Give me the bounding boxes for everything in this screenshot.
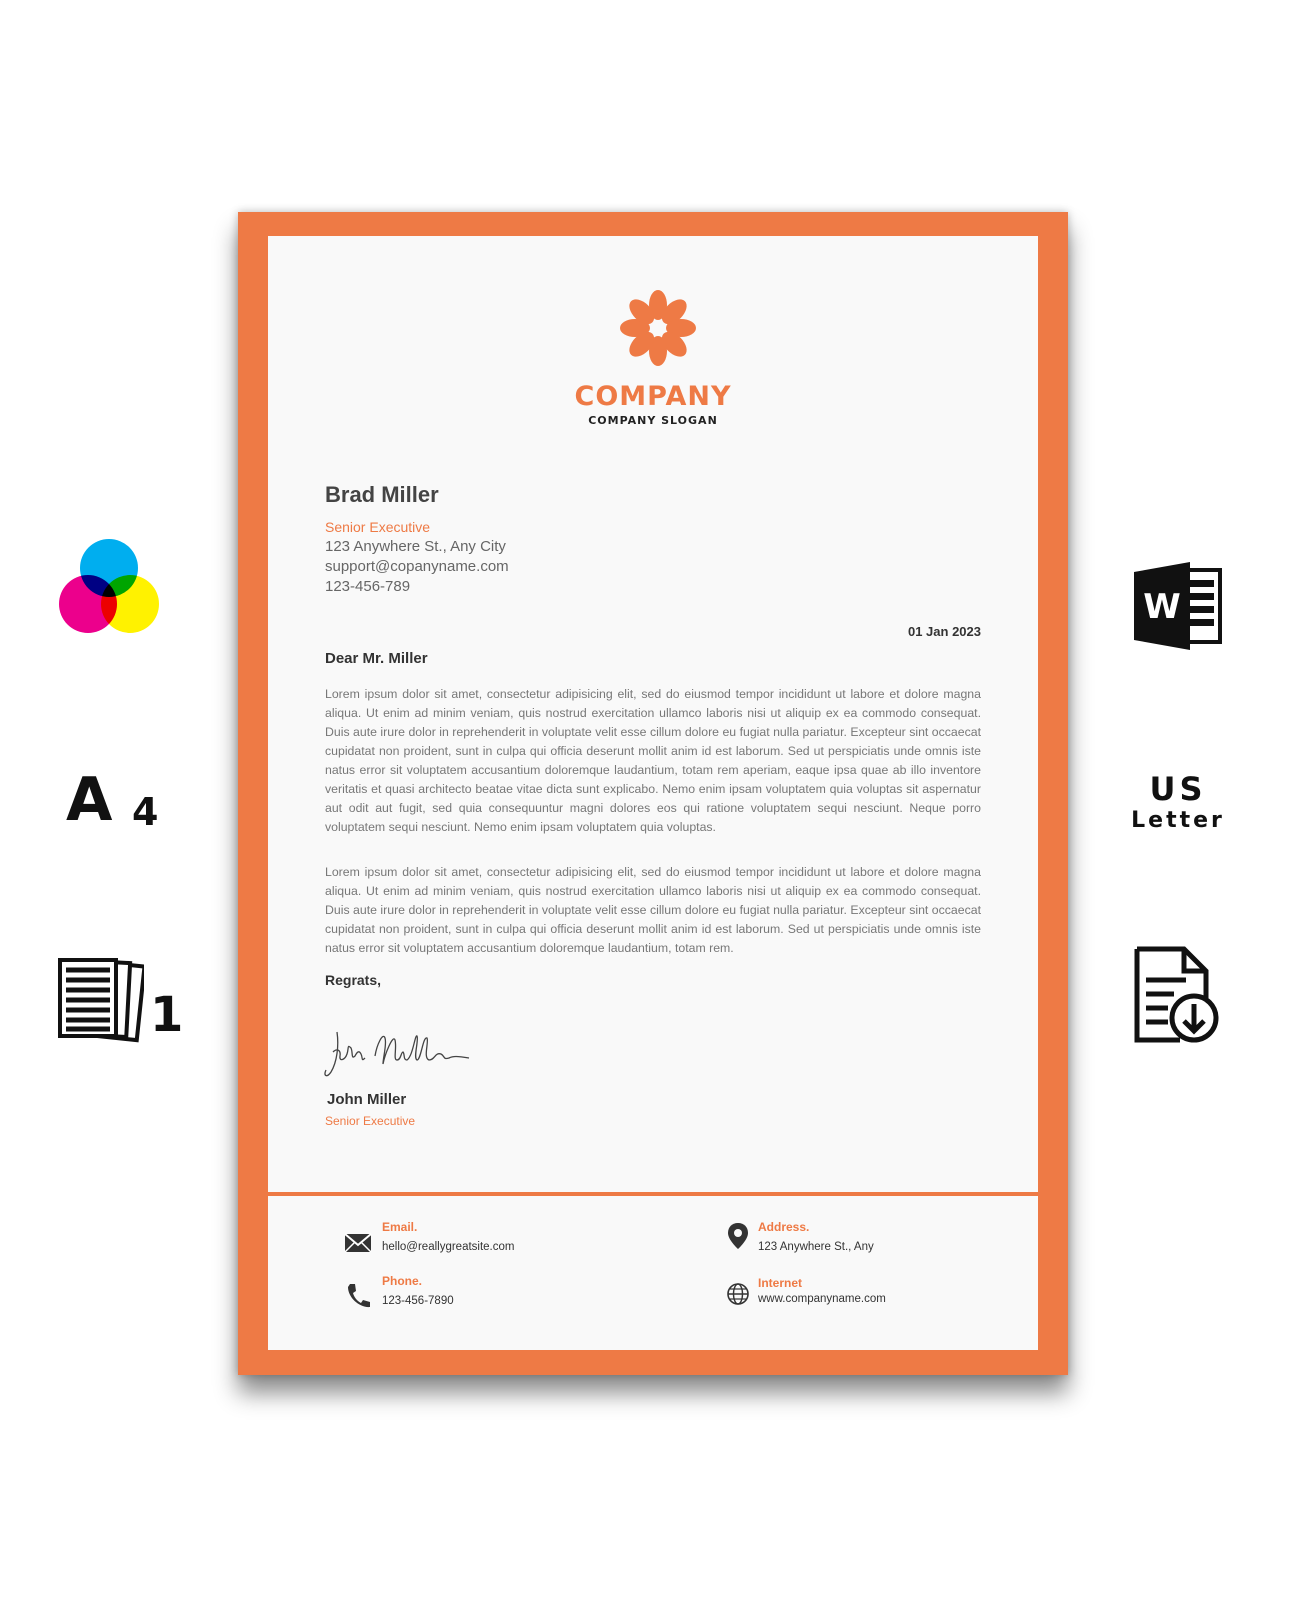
- salutation: Dear Mr. Miller: [325, 650, 428, 667]
- closing: Regrats,: [325, 972, 382, 988]
- body-paragraph-1: Lorem ipsum dolor sit amet, consectetur adipisicing elit, sed do eiusmod tempor incididunt ut labore et dolore magna aliqua. Ut enim ad minim veniam, quis nostrud exercitation ullamco laboris nisi ut aliquip ex ea commodo consequat. Duis aute irure dolor in reprehenderit in voluptate velit esse cillum dolore eu fugiat nulla pariatur. Excepteur sint occaecat cupidatat non proident, sunt in culpa qui officia deserunt mollit anim id est laborum. Sed ut perspiciatis unde omnis iste natus error sit voluptatem accusantium doloremque laudantium, totam rem aperiam, eaque ipsa quae ab illo inventore veritatis et quasi architecto beatae vitae dicta sunt explicabo. Nemo enim ipsam voluptatem quia voluptas sit aspernatur aut odit aut fugit, sed quia consequuntur magni dolores eos qui ratione voluptatem sequi nesciunt. Neque porro voluptatem sequi nesciunt. Nemo enim ipsam voluptatem quia voluptas.: [325, 687, 981, 834]
- email-value: hello@reallygreatsite.com: [382, 1241, 515, 1253]
- email-icon: [344, 1228, 372, 1256]
- letterhead-frame: [238, 212, 1068, 1375]
- body-paragraph-2: Lorem ipsum dolor sit amet, consectetur adipisicing elit, sed do eiusmod tempor incididunt ut labore et dolore magna aliqua. Ut enim ad minim veniam, quis nostrud exercitation ullamco laboris nisi ut aliquip ex ea commodo consequat. Duis aute irure dolor in reprehenderit in voluptate velit esse cillum dolore eu fugiat nulla pariatur. Excepteur sint occaecat cupidatat non proident, sunt in culpa qui officia deserunt mollit anim id est laborum. Sed ut perspiciatis unde omnis iste natus error sit voluptatem accusantium doloremque laudantium, totam rem.: [325, 865, 981, 955]
- globe-icon: [724, 1280, 752, 1308]
- location-icon: [724, 1222, 752, 1250]
- signer-name: John Miller: [327, 1091, 407, 1108]
- us-label: US: [1149, 770, 1207, 808]
- documents-icon: [58, 958, 144, 1044]
- phone-value: 123-456-7890: [382, 1295, 454, 1307]
- company-logo-icon: [603, 288, 713, 384]
- word-icon: [1134, 562, 1222, 650]
- paper-size-letter: A: [66, 765, 113, 835]
- sender-title: Senior Executive: [325, 519, 431, 535]
- signature: [323, 1026, 473, 1086]
- email-label: Email.: [382, 1220, 418, 1234]
- internet-label: Internet: [758, 1276, 803, 1290]
- internet-value: www.companyname.com: [758, 1293, 886, 1305]
- us-letter-badge: [1128, 772, 1228, 842]
- page-count: 1: [150, 987, 184, 1043]
- sender-phone: 123-456-789: [325, 578, 411, 595]
- file-download-icon: [1134, 946, 1222, 1044]
- paper-size-number: 4: [132, 790, 159, 834]
- letter-label: Letter: [1131, 808, 1225, 833]
- cmyk-icon: [58, 538, 160, 636]
- sender-name: Brad Miller: [325, 482, 439, 507]
- letterhead-page: [268, 236, 1038, 1350]
- company-slogan: COMPANY SLOGAN: [588, 414, 718, 427]
- letter-date: 01 Jan 2023: [907, 624, 981, 639]
- address-label: Address.: [758, 1220, 810, 1234]
- svg-text:W: W: [1143, 587, 1181, 627]
- footer-divider: [268, 1192, 1038, 1196]
- signer-title: Senior Executive: [325, 1114, 416, 1128]
- address-value: 123 Anywhere St., Any: [758, 1241, 874, 1253]
- phone-label: Phone.: [382, 1274, 423, 1288]
- company-name: COMPANY: [574, 381, 732, 412]
- sender-email: support@copanyname.com: [325, 558, 509, 575]
- phone-icon: [344, 1282, 372, 1310]
- sender-address: 123 Anywhere St., Any City: [325, 538, 506, 555]
- paper-size-a4-badge: [66, 765, 176, 838]
